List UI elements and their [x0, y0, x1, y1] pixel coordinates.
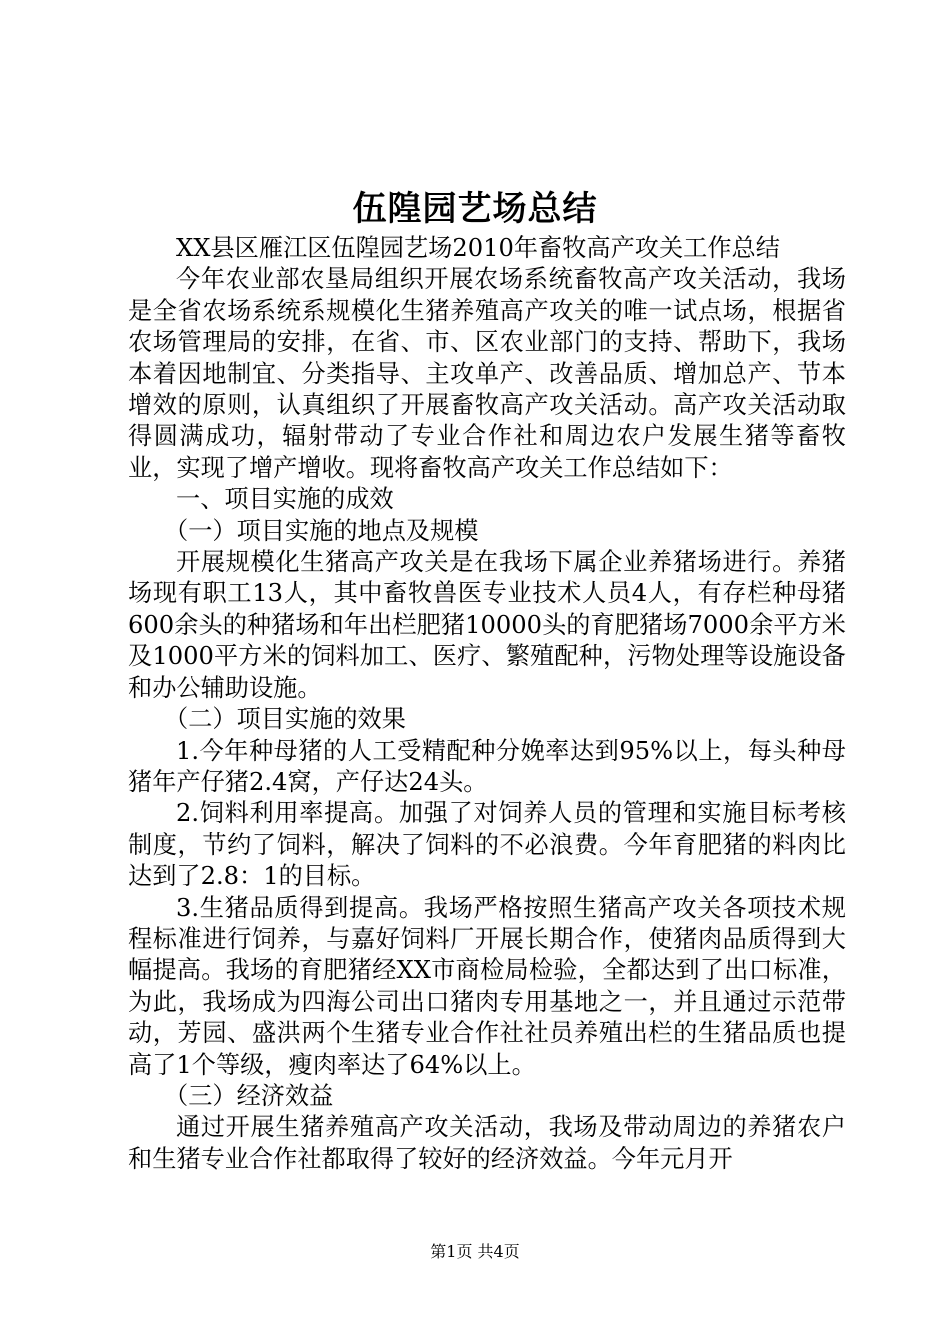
- subsection-heading: （二）项目实施的效果: [164, 705, 406, 734]
- subsection-heading: （一）项目实施的地点及规模: [164, 516, 479, 545]
- section-heading: 一、项目实施的成效: [176, 485, 394, 514]
- paragraph: 通过开展生猪养殖高产攻关活动，我场及带动周边的养猪农户和生猪专业合作社都取得了较好的经济效益。今年元月开: [128, 1113, 846, 1173]
- intro-paragraph: 今年农业部农垦局组织开展农场系统畜牧高产攻关活动，我场是全省农场系统系规模化生猪养殖高产攻关的唯一试点场，根据省农场管理局的安排，在省、市、区农业部门的支持、帮助下，我场本着因地制宜、分类指导、主攻单产、改善品质、增加总产、节本增效的原则，认真组织了开展畜牧高产攻关活动。高产攻关活动取得圆满成功，辐射带动了专业合作社和周边农户发展生猪等畜牧业，实现了增产增收。现将畜牧高产攻关工作总结如下：: [128, 265, 846, 482]
- page-footer: 第1页 共4页: [430, 1242, 520, 1261]
- paragraph: 1.今年种母猪的人工受精配种分娩率达到95%以上，每头种母猪年产仔猪2.4窝，产仔达24头。: [128, 736, 846, 796]
- paragraph: 3.生猪品质得到提高。我场严格按照生猪高产攻关各项技术规程标准进行饲养，与嘉好饲料厂开展长期合作，使猪肉品质得到大幅提高。我场的育肥猪经XX市商检局检验，全都达到了出口标准，为此，我场成为四海公司出口猪肉专用基地之一，并且通过示范带动，芳园、盛洪两个生猪专业合作社社员养殖出栏的生猪品质也提高了1个等级，瘦肉率达了64%以上。: [128, 893, 846, 1079]
- document-title: 伍隍园艺场总结: [352, 189, 598, 229]
- subsection-heading: （三）经济效益: [164, 1081, 334, 1110]
- paragraph: 开展规模化生猪高产攻关是在我场下属企业养猪场进行。养猪场现有职工13人，其中畜牧兽医专业技术人员4人，有存栏种母猪600余头的种猪场和年出栏肥猪10000头的育肥猪场7000余平方米及1000平方米的饲料加工、医疗、繁殖配种，污物处理等设施设备和办公辅助设施。: [128, 548, 846, 702]
- document-body: [128, 233, 846, 1175]
- subtitle-line: XX县区雁江区伍隍园艺场2010年畜牧高产攻关工作总结: [176, 234, 780, 262]
- paragraph: 2.饲料利用率提高。加强了对饲养人员的管理和实施目标考核制度，节约了饲料，解决了饲料的不必浪费。今年育肥猪的料肉比达到了2.8：1的目标。: [128, 799, 846, 891]
